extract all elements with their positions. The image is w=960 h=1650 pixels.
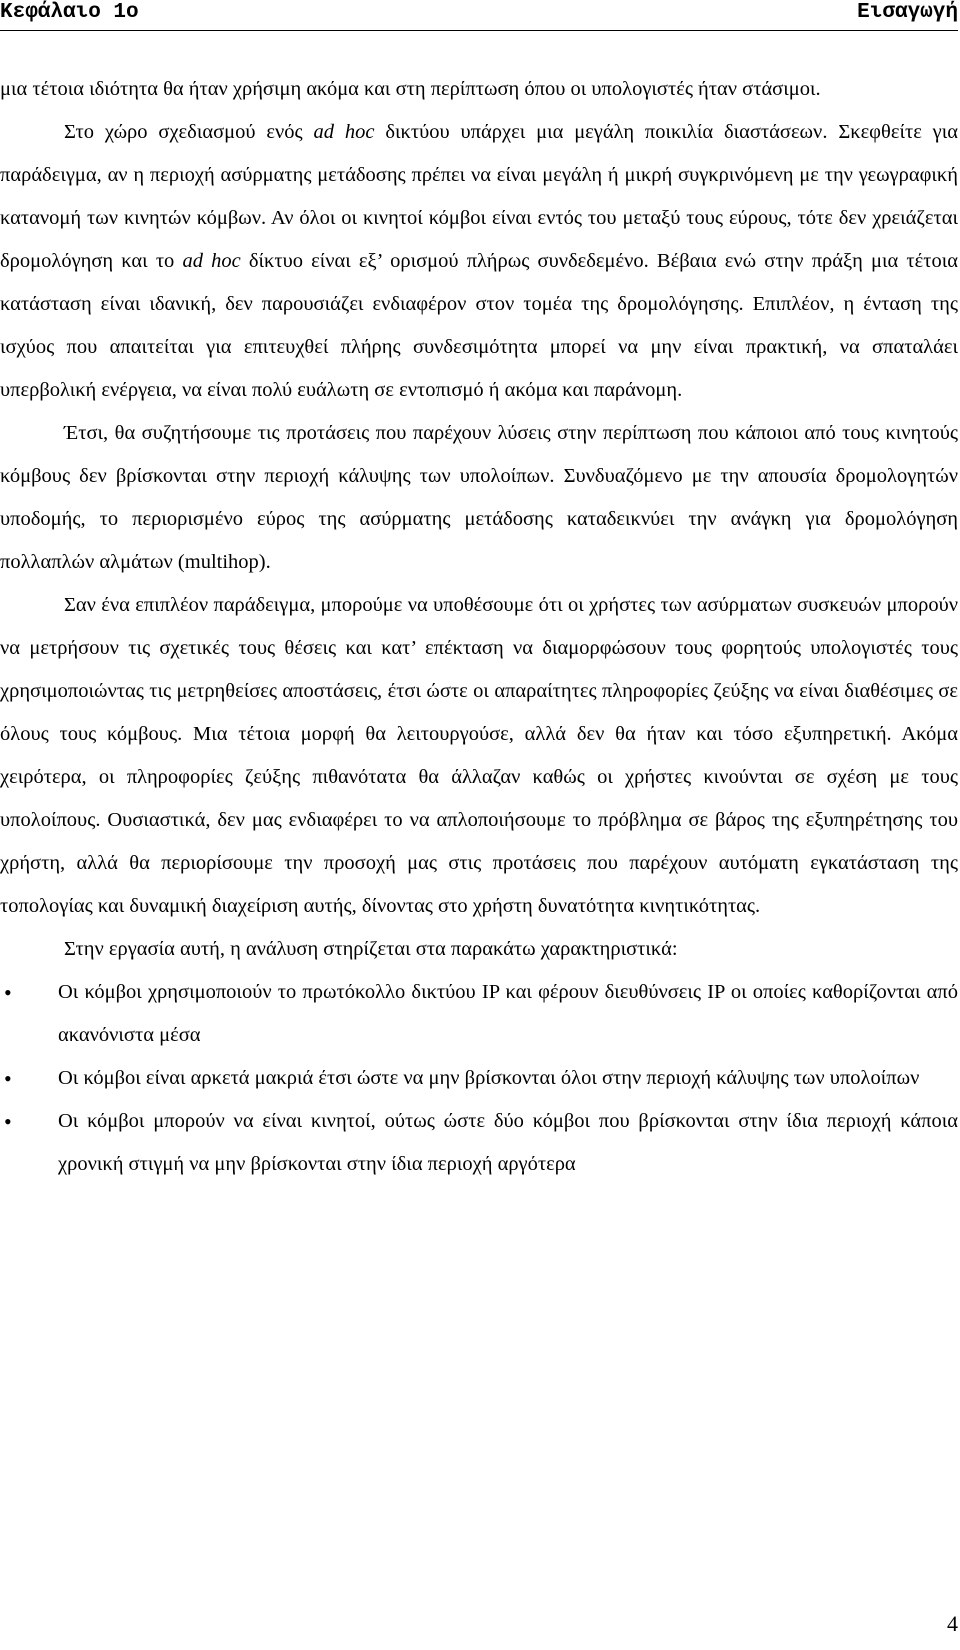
ad-hoc-term: ad hoc (313, 121, 375, 143)
page-number: 4 (947, 1611, 958, 1636)
paragraph-2-part-b: δικτύου υπάρχει μια μεγάλη ποικιλία διαστάσεων. Σκεφθείτε για παράδειγμα, αν η περιοχή ασύρματης μετάδοσης πρέπει να είναι μεγάλη ή μικρή συγκρινόμενη με την γεωγραφική κατανομή των κινητών κόμβων. Αν όλοι οι κινητοί κόμβοι είναι εντός του μεταξύ τους εύρους, τότε δεν χρειάζεται δρομολόγηση και το (0, 121, 958, 272)
list-item (0, 1057, 958, 1100)
bullet-icon: • (4, 1066, 12, 1091)
paragraph-1: μια τέτοια ιδιότητα θα ήταν χρήσιμη ακόμα και στη περίπτωση όπου οι υπολογιστές ήταν στάσιμοι. (0, 78, 821, 100)
list-item-text: Οι κόμβοι είναι αρκετά μακριά έτσι ώστε να μην βρίσκονται όλοι στην περιοχή κάλυψης των υπολοίπων (58, 1067, 920, 1089)
paragraph-2-part-c: δίκτυο είναι εξ’ ορισμού πλήρως συνδεδεμένο. Βέβαια ενώ στην πράξη μια τέτοια κατάσταση είναι ιδανική, δεν παρουσιάζει ενδιαφέρον στον τομέα της δρομολόγησης. Επιπλέον, η ένταση της ισχύος που απαιτείται για επιτευχθεί πλήρης συνδεσιμότητα μπορεί να μην είναι πρακτική, να σπαταλάει υπερβολική ενέργεια, να είναι πολύ ευάλωτη σε εντοπισμό ή ακόμα και παράνομη. (0, 250, 959, 401)
bullet-icon: • (4, 1109, 12, 1134)
list-item-text: Οι κόμβοι χρησιμοποιούν το πρωτόκολλο δικτύου IP και φέρουν διευθύνσεις IP οι οποίες καθορίζονται από ακανόνιστα μέσα (58, 981, 958, 1046)
list-item (0, 971, 958, 1057)
body-text (0, 68, 958, 1186)
section-label: Εισαγωγή (857, 1, 958, 24)
paragraph-4: Σαν ένα επιπλέον παράδειγμα, μπορούμε να υποθέσουμε ότι οι χρήστες των ασύρματων συσκευών μπορούν να μετρήσουν τις σχετικές τους θέσεις και κατ’ επέκταση να διαμορφώσουν τους φορητούς υπολογιστές τους χρησιμοποιώντας τις μετρηθείσες αποστάσεις, έτσι ώστε οι απαραίτητες πληροφορίες ζεύξης να είναι διαθέσιμες σε όλους τους κόμβους. Μια τέτοια μορφή θα λειτουργούσε, αλλά δεν θα ήταν και τόσο εξυπηρετική. Ακόμα χειρότερα, οι πληροφορίες ζεύξης πιθανότατα θα άλλαζαν καθώς οι χρήστες κινούνται σε σχέση με τους υπολοίπους. Ουσιαστικά, δεν μας ενδιαφέρει το να απλοποιήσουμε το πρόβλημα σε βάρος της εξυπηρέτησης του χρήστη, αλλά θα περιορίσουμε την προσοχή μας στις προτάσεις που παρέχουν αυτόματη εγκατάσταση της τοπολογίας και δυναμική διαχείριση αυτής, δίνοντας στο χρήστη δυνατότητα κινητικότητας. (0, 594, 958, 917)
paragraph-2-part-a: Στο χώρο σχεδιασμού ενός (64, 121, 314, 143)
paragraph-3: Έτσι, θα συζητήσουμε τις προτάσεις που παρέχουν λύσεις στην περίπτωση που κάποιοι από τους κινητούς κόμβους δεν βρίσκονται στην περιοχή κάλυψης των υπολοίπων. Συνδυαζόμενο με την απουσία δρομολογητών υποδομής, το περιορισμένο εύρος της ασύρματης μετάδοσης καταδεικνύει την ανάγκη για δρομολόγηση πολλαπλών αλμάτων (multihop). (0, 422, 958, 573)
chapter-label: Κεφάλαιο 1ο (0, 1, 139, 24)
list-item (0, 1100, 958, 1186)
page-header (0, 0, 958, 31)
ad-hoc-term: ad hoc (182, 250, 241, 272)
bullet-list (0, 971, 958, 1186)
paragraph-5: Στην εργασία αυτή, η ανάλυση στηρίζεται στα παρακάτω χαρακτηριστικά: (64, 938, 678, 960)
paragraph-2 (0, 111, 958, 412)
bullet-icon: • (4, 980, 12, 1005)
list-item-text: Οι κόμβοι μπορούν να είναι κινητοί, ούτως ώστε δύο κόμβοι που βρίσκονται στην ίδια περιοχή κάποια χρονική στιγμή να μην βρίσκονται στην ίδια περιοχή αργότερα (58, 1110, 958, 1175)
